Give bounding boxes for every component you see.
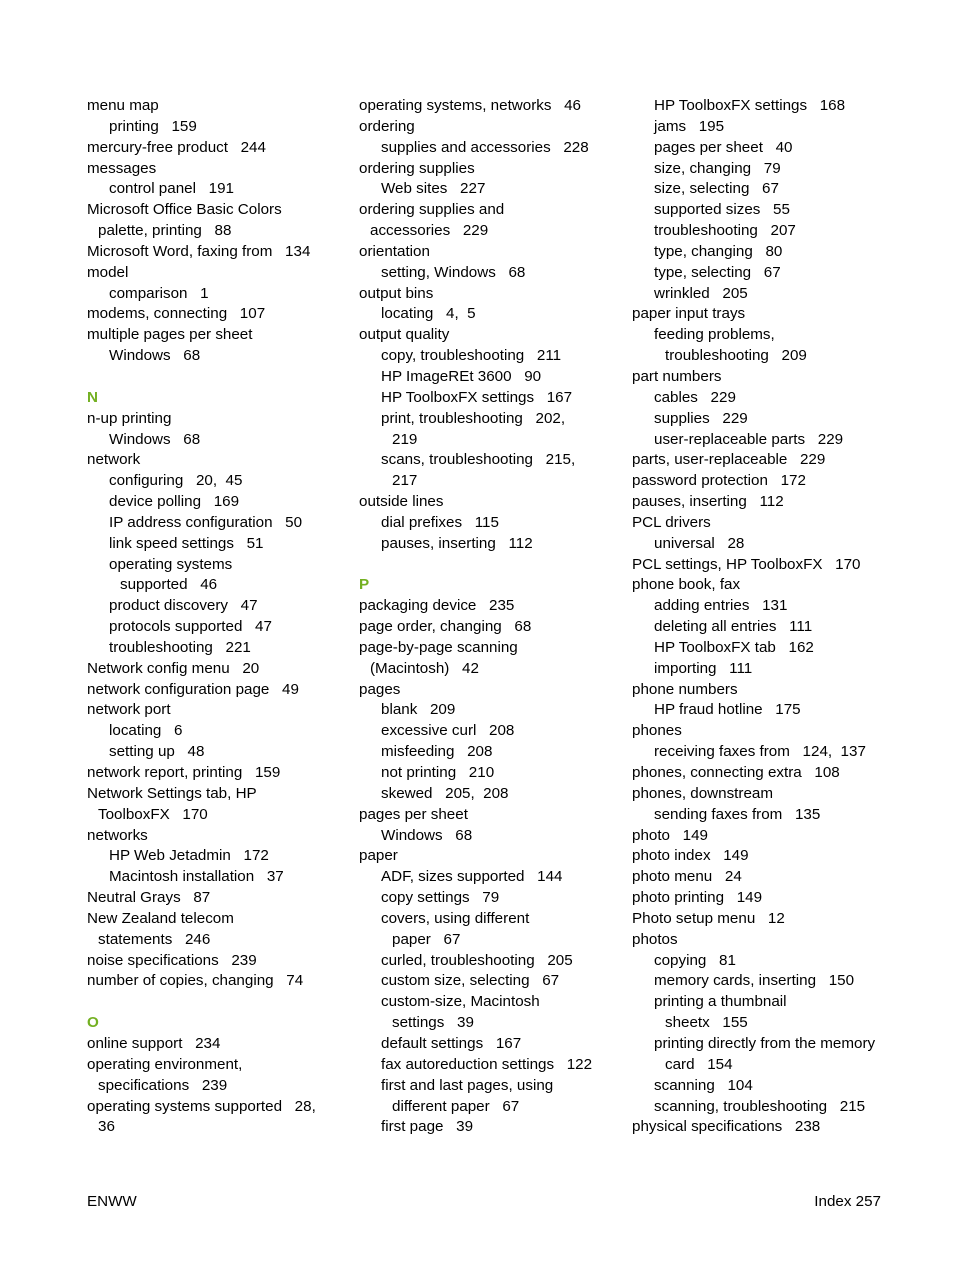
index-subentry: printing directly from the memory — [654, 1034, 876, 1052]
index-entry: palette, printing 88 — [98, 222, 232, 240]
index-entry: output bins — [359, 284, 434, 302]
index-subentry: scanning, troubleshooting 215 — [654, 1097, 866, 1115]
index-entry: page-by-page scanning — [359, 638, 518, 656]
index-entry: paper input trays — [632, 305, 746, 323]
index-subentry: HP ToolboxFX settings 168 — [654, 97, 846, 114]
index-entry: phones, connecting extra 108 — [632, 764, 840, 781]
index-subentry: IP address configuration 50 — [109, 513, 303, 531]
index-entry: ToolboxFX 170 — [98, 805, 208, 823]
index-entry: ordering — [359, 117, 415, 135]
index-entry: output quality — [359, 326, 450, 344]
index-subentry: supported sizes 55 — [654, 201, 790, 219]
index-entry: photo 149 — [632, 826, 709, 844]
index-subentry: first page 39 — [381, 1118, 474, 1136]
index-entry: phone numbers — [632, 680, 738, 698]
index-subentry: default settings 167 — [381, 1034, 522, 1052]
index-entry: phones — [632, 722, 682, 740]
index-subentry: Macintosh installation 37 — [109, 868, 284, 886]
index-entry: password protection 172 — [632, 472, 806, 490]
index-entry: New Zealand telecom — [87, 909, 234, 927]
index-entry: pauses, inserting 112 — [632, 493, 784, 511]
index-entry: Neutral Grays 87 — [87, 889, 211, 907]
index-subentry: card 154 — [665, 1055, 733, 1073]
index-entry: (Macintosh) 42 — [370, 659, 479, 677]
index-subentry: pauses, inserting 112 — [381, 534, 533, 552]
index-entry: messages — [87, 159, 157, 177]
index-entry: multiple pages per sheet — [87, 326, 253, 344]
index-subentry: first and last pages, using — [381, 1076, 554, 1094]
index-entry: modems, connecting 107 — [87, 305, 266, 323]
index-subentry: product discovery 47 — [109, 597, 258, 615]
index-entry: part numbers — [632, 367, 722, 385]
index-subentry: user-replaceable parts 229 — [654, 430, 844, 448]
index-subentry: supplies 229 — [654, 409, 748, 427]
index-entry: page order, changing 68 — [359, 618, 532, 636]
index-subentry: locating 4, 5 — [381, 305, 476, 323]
index-entry: online support 234 — [87, 1034, 221, 1052]
index-subentry: fax autoreduction settings 122 — [381, 1055, 593, 1073]
index-entry: model — [87, 263, 129, 281]
index-entry: Network Settings tab, HP — [87, 784, 257, 802]
index-entry: photo printing 149 — [632, 889, 763, 907]
index-entry: PCL drivers — [632, 513, 711, 531]
index-subentry: receiving faxes from 124, 137 — [654, 743, 866, 761]
footer-page-label: Index 257 — [814, 1193, 881, 1210]
index-subentry: HP Web Jetadmin 172 — [109, 847, 269, 865]
index-entry: ordering supplies — [359, 159, 475, 177]
index-subentry: misfeeding 208 — [381, 743, 493, 761]
index-subentry: troubleshooting 209 — [665, 347, 807, 365]
index-subentry: operating systems — [109, 555, 233, 573]
index-subentry: control panel 191 — [109, 180, 234, 198]
index-subentry: cables 229 — [654, 388, 736, 406]
index-entry: parts, user-replaceable 229 — [632, 451, 826, 469]
index-entry: network — [87, 451, 141, 469]
section-letter: P — [359, 576, 370, 594]
index-entry: 36 — [98, 1118, 115, 1136]
index-entry: Network config menu 20 — [87, 659, 260, 677]
index-entry: ordering supplies and — [359, 201, 505, 219]
index-entry: noise specifications 239 — [87, 951, 257, 969]
index-subentry: 219 — [392, 430, 418, 448]
index-subentry: HP fraud hotline 175 — [654, 701, 801, 719]
index-subentry: setting up 48 — [109, 743, 205, 761]
index-entry: network port — [87, 701, 171, 719]
index-subentry: link speed settings 51 — [109, 534, 264, 552]
index-entry: photos — [632, 930, 678, 948]
index-entry: PCL settings, HP ToolboxFX 170 — [632, 555, 861, 573]
section-spacer — [87, 992, 349, 1013]
index-subentry: HP ToolboxFX settings 167 — [381, 388, 573, 406]
index-subentry: print, troubleshooting 202, — [381, 409, 566, 427]
index-subentry: importing 111 — [654, 659, 753, 677]
index-subentry: supplies and accessories 228 — [381, 138, 589, 156]
index-subentry: copying 81 — [654, 951, 736, 969]
index-subentry: supported 46 — [120, 576, 218, 594]
index-subentry: dial prefixes 115 — [381, 513, 499, 531]
index-subentry: paper 67 — [392, 930, 461, 948]
index-subentry: 217 — [392, 472, 418, 490]
index-entry: statements 246 — [98, 930, 211, 948]
index-entry: n-up printing — [87, 409, 172, 427]
index-subentry: Windows 68 — [109, 347, 201, 365]
index-entry: outside lines — [359, 493, 444, 511]
index-subentry: type, selecting 67 — [654, 263, 781, 281]
index-subentry: memory cards, inserting 150 — [654, 972, 855, 990]
index-entry: paper — [359, 847, 398, 865]
index-column-3 — [632, 96, 907, 1138]
index-subentry: configuring 20, 45 — [109, 472, 243, 490]
index-entry: pages per sheet — [359, 805, 468, 823]
section-letter: N — [87, 388, 98, 406]
index-entry: menu map — [87, 97, 159, 114]
footer-left: ENWW — [87, 1193, 137, 1210]
index-subentry: sending faxes from 135 — [654, 805, 821, 823]
index-entry: operating environment, — [87, 1055, 243, 1073]
index-subentry: troubleshooting 221 — [109, 638, 251, 656]
index-subentry: skewed 205, 208 — [381, 784, 509, 802]
index-subentry: copy, troubleshooting 211 — [381, 347, 562, 365]
index-entry: networks — [87, 826, 148, 844]
index-subentry: Windows 68 — [381, 826, 473, 844]
index-subentry: excessive curl 208 — [381, 722, 515, 740]
index-subentry: ADF, sizes supported 144 — [381, 868, 563, 886]
index-entry: orientation — [359, 242, 430, 260]
index-subentry: copy settings 79 — [381, 889, 500, 907]
index-subentry: locating 6 — [109, 722, 183, 740]
index-subentry: custom-size, Macintosh — [381, 993, 540, 1011]
index-subentry: size, changing 79 — [654, 159, 781, 177]
index-entry: packaging device 235 — [359, 597, 515, 615]
index-subentry: protocols supported 47 — [109, 618, 272, 636]
index-entry: Microsoft Word, faxing from 134 — [87, 242, 311, 260]
index-subentry: HP ToolboxFX tab 162 — [654, 638, 814, 656]
index-entry: photo menu 24 — [632, 868, 742, 886]
index-subentry: printing 159 — [109, 117, 197, 135]
index-entry: specifications 239 — [98, 1076, 228, 1094]
index-entry: network report, printing 159 — [87, 764, 281, 781]
section-letter: O — [87, 1014, 99, 1032]
index-entry: Microsoft Office Basic Colors — [87, 201, 282, 219]
index-entry: physical specifications 238 — [632, 1118, 821, 1136]
index-entry: network configuration page 49 — [87, 680, 299, 698]
index-subentry: troubleshooting 207 — [654, 222, 796, 240]
index-subentry: adding entries 131 — [654, 597, 788, 615]
index-entry: phones, downstream — [632, 784, 773, 802]
index-entry: pages — [359, 680, 401, 698]
index-subentry: sheetx 155 — [665, 1014, 748, 1032]
index-subentry: jams 195 — [654, 117, 725, 135]
index-subentry: type, changing 80 — [654, 242, 783, 260]
index-subentry: HP ImageREt 3600 90 — [381, 367, 542, 385]
index-subentry: scanning 104 — [654, 1076, 753, 1094]
index-subentry: deleting all entries 111 — [654, 618, 813, 636]
index-column-2 — [359, 96, 621, 1138]
index-entry: Photo setup menu 12 — [632, 909, 785, 927]
section-spacer — [87, 367, 349, 388]
index-subentry: universal 28 — [654, 534, 745, 552]
index-column-1 — [87, 96, 349, 1138]
index-subentry: setting, Windows 68 — [381, 263, 526, 281]
index-subentry: device polling 169 — [109, 493, 240, 511]
index-subentry: Windows 68 — [109, 430, 201, 448]
index-subentry: blank 209 — [381, 701, 456, 719]
index-entry: mercury-free product 244 — [87, 138, 266, 156]
index-subentry: curled, troubleshooting 205 — [381, 951, 573, 969]
index-subentry: Web sites 227 — [381, 180, 486, 198]
index-subentry: comparison 1 — [109, 284, 209, 302]
index-entry: photo index 149 — [632, 847, 749, 865]
index-entry: accessories 229 — [370, 222, 489, 240]
index-entry: phone book, fax — [632, 576, 741, 594]
index-subentry: size, selecting 67 — [654, 180, 779, 198]
index-subentry: printing a thumbnail — [654, 993, 787, 1011]
index-subentry: not printing 210 — [381, 764, 495, 781]
index-subentry: different paper 67 — [392, 1097, 520, 1115]
index-subentry: feeding problems, — [654, 326, 775, 344]
index-subentry: scans, troubleshooting 215, — [381, 451, 576, 469]
index-entry: operating systems, networks 46 — [359, 97, 582, 114]
index-subentry: wrinkled 205 — [654, 284, 748, 302]
index-entry: operating systems supported 28, — [87, 1097, 316, 1115]
index-subentry: custom size, selecting 67 — [381, 972, 560, 990]
index-subentry: covers, using different — [381, 909, 530, 927]
index-subentry: settings 39 — [392, 1014, 474, 1032]
index-subentry: pages per sheet 40 — [654, 138, 793, 156]
section-spacer — [359, 555, 621, 576]
index-entry: number of copies, changing 74 — [87, 972, 304, 990]
